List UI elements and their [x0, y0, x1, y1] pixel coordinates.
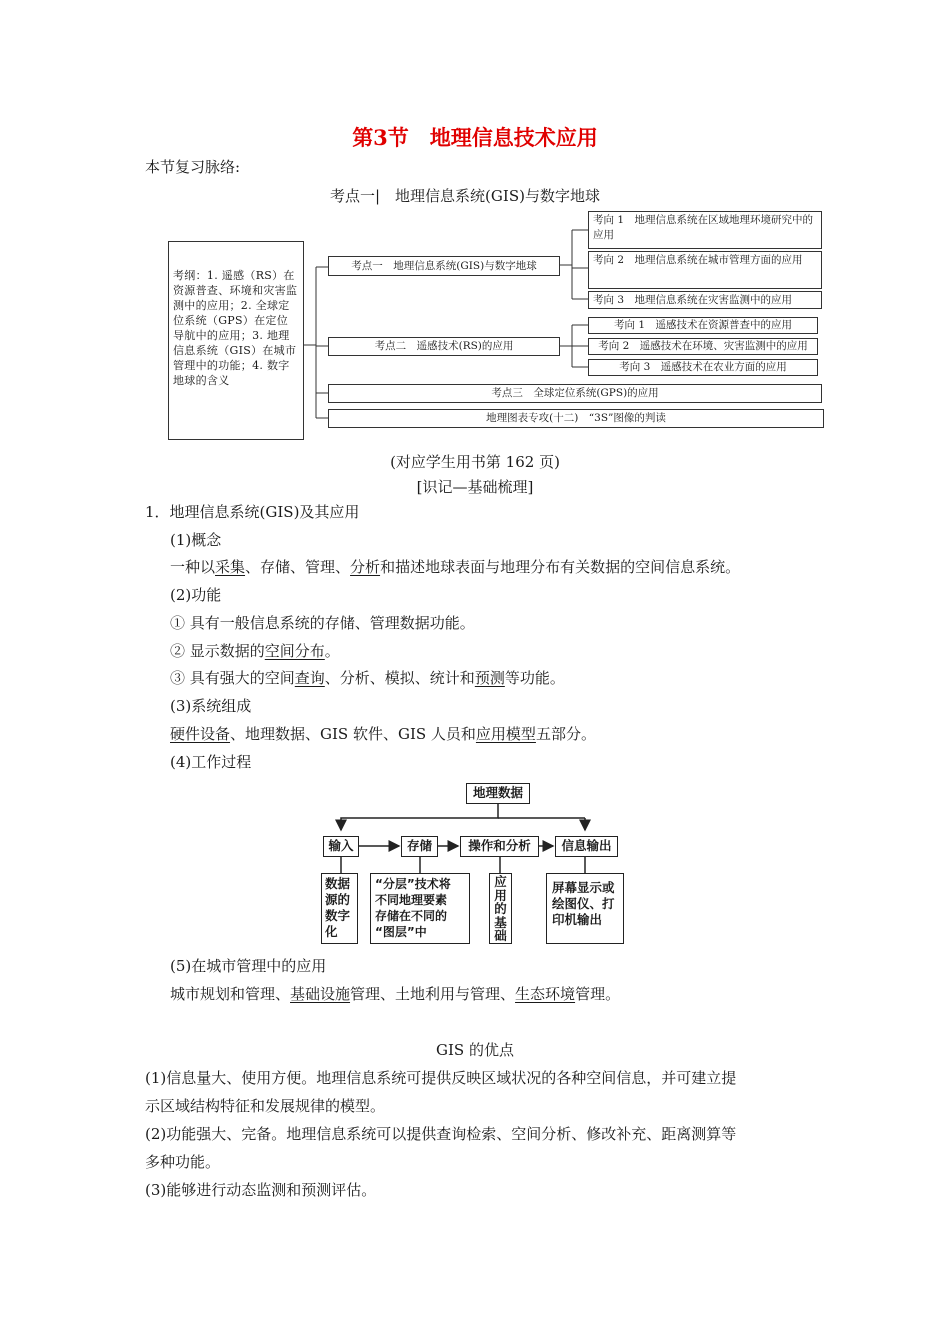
function-item-1: ① 具有一般信息系统的存储、管理数据功能。 [170, 614, 475, 632]
section-1-heading: 1．地理信息系统(GIS)及其应用 [145, 503, 360, 521]
city-text: 城市规划和管理、基础设施管理、土地利用与管理、生态环境管理。 [170, 985, 621, 1003]
step-analysis: 操作和分析 [460, 836, 539, 857]
step-input: 输入 [323, 836, 359, 857]
composition-text: 硬件设备、地理数据、GIS 软件、GIS 人员和应用模型五部分。 [170, 725, 596, 743]
kd1-direction-3: 考向 3 地理信息系统在灾害监测中的应用 [588, 291, 822, 309]
analysis-detail: 应 用 的 基 础 [489, 873, 512, 944]
advantage-1-line-1: (1)信息量大、使用方便。地理信息系统可提供反映区域状况的各种空间信息，并可建立提 [145, 1069, 737, 1087]
concept-text: 一种以采集、存储、管理、分析和描述地球表面与地理分布有关数据的空间信息系统。 [170, 558, 741, 576]
kd2-direction-3: 考向 3 遥感技术在农业方面的应用 [588, 359, 818, 376]
kd4-box: 地理图表专攻(十二) “3S”图像的判读 [328, 409, 824, 428]
kd2-box: 考点二 遥感技术(RS)的应用 [328, 337, 560, 356]
concept-heading: (1)概念 [170, 531, 222, 549]
city-heading: (5)在城市管理中的应用 [170, 957, 327, 975]
geodata-box: 地理数据 [466, 783, 530, 804]
workflow-heading: (4)工作过程 [170, 753, 252, 771]
output-detail: 屏幕显示或 绘图仪、打 印机输出 [546, 873, 624, 944]
function-item-2: ② 显示数据的空间分布。 [170, 642, 340, 660]
step-output: 信息输出 [555, 836, 618, 857]
advantages-heading: GIS 的优点 [436, 1041, 514, 1059]
advantage-2-line-1: (2)功能强大、完备。地理信息系统可以提供查询检索、空间分析、修改补充、距离测算等 [145, 1125, 737, 1143]
kd3-box: 考点三 全球定位系统(GPS)的应用 [328, 384, 822, 403]
input-detail: 数据 源的 数字 化 [321, 873, 358, 944]
page-reference: (对应学生用书第 162 页) [390, 453, 560, 471]
advantage-1-line-2: 示区域结构特征和发展规律的模型。 [145, 1097, 386, 1115]
storage-detail: “分层”技术将 不同地理要素 存储在不同的 “图层”中 [370, 873, 470, 944]
map-heading: 考点一| 地理信息系统(GIS)与数字地球 [330, 187, 600, 205]
step-storage: 存储 [401, 836, 438, 857]
intro-text: 本节复习脉络: [145, 158, 241, 176]
function-item-3: ③ 具有强大的空间查询、分析、模拟、统计和预测等功能。 [170, 669, 565, 687]
page-title: 第3节 地理信息技术应用 [352, 125, 598, 150]
kd2-direction-1: 考向 1 遥感技术在资源普查中的应用 [588, 317, 818, 334]
section-tag: [识记—基础梳理] [416, 478, 534, 496]
kd2-direction-2: 考向 2 遥感技术在环境、灾害监测中的应用 [588, 338, 818, 355]
advantage-2-line-2: 多种功能。 [145, 1153, 221, 1171]
composition-heading: (3)系统组成 [170, 697, 252, 715]
advantage-3: (3)能够进行动态监测和预测评估。 [145, 1181, 377, 1199]
outline-box: 考纲：1. 遥感（RS）在资源普查、环境和灾害监测中的应用；2. 全球定位系统（GPS）在定位导航中的应用；3. 地理信息系统（GIS）在城市管理中的功能；4. 数字地球的含义 [168, 241, 304, 440]
kd1-box: 考点一 地理信息系统(GIS)与数字地球 [328, 256, 560, 276]
kd1-direction-2: 考向 2 地理信息系统在城市管理方面的应用 [588, 251, 822, 289]
function-heading: (2)功能 [170, 586, 222, 604]
kd1-direction-1: 考向 1 地理信息系统在区域地理环境研究中的应用 [588, 211, 822, 249]
